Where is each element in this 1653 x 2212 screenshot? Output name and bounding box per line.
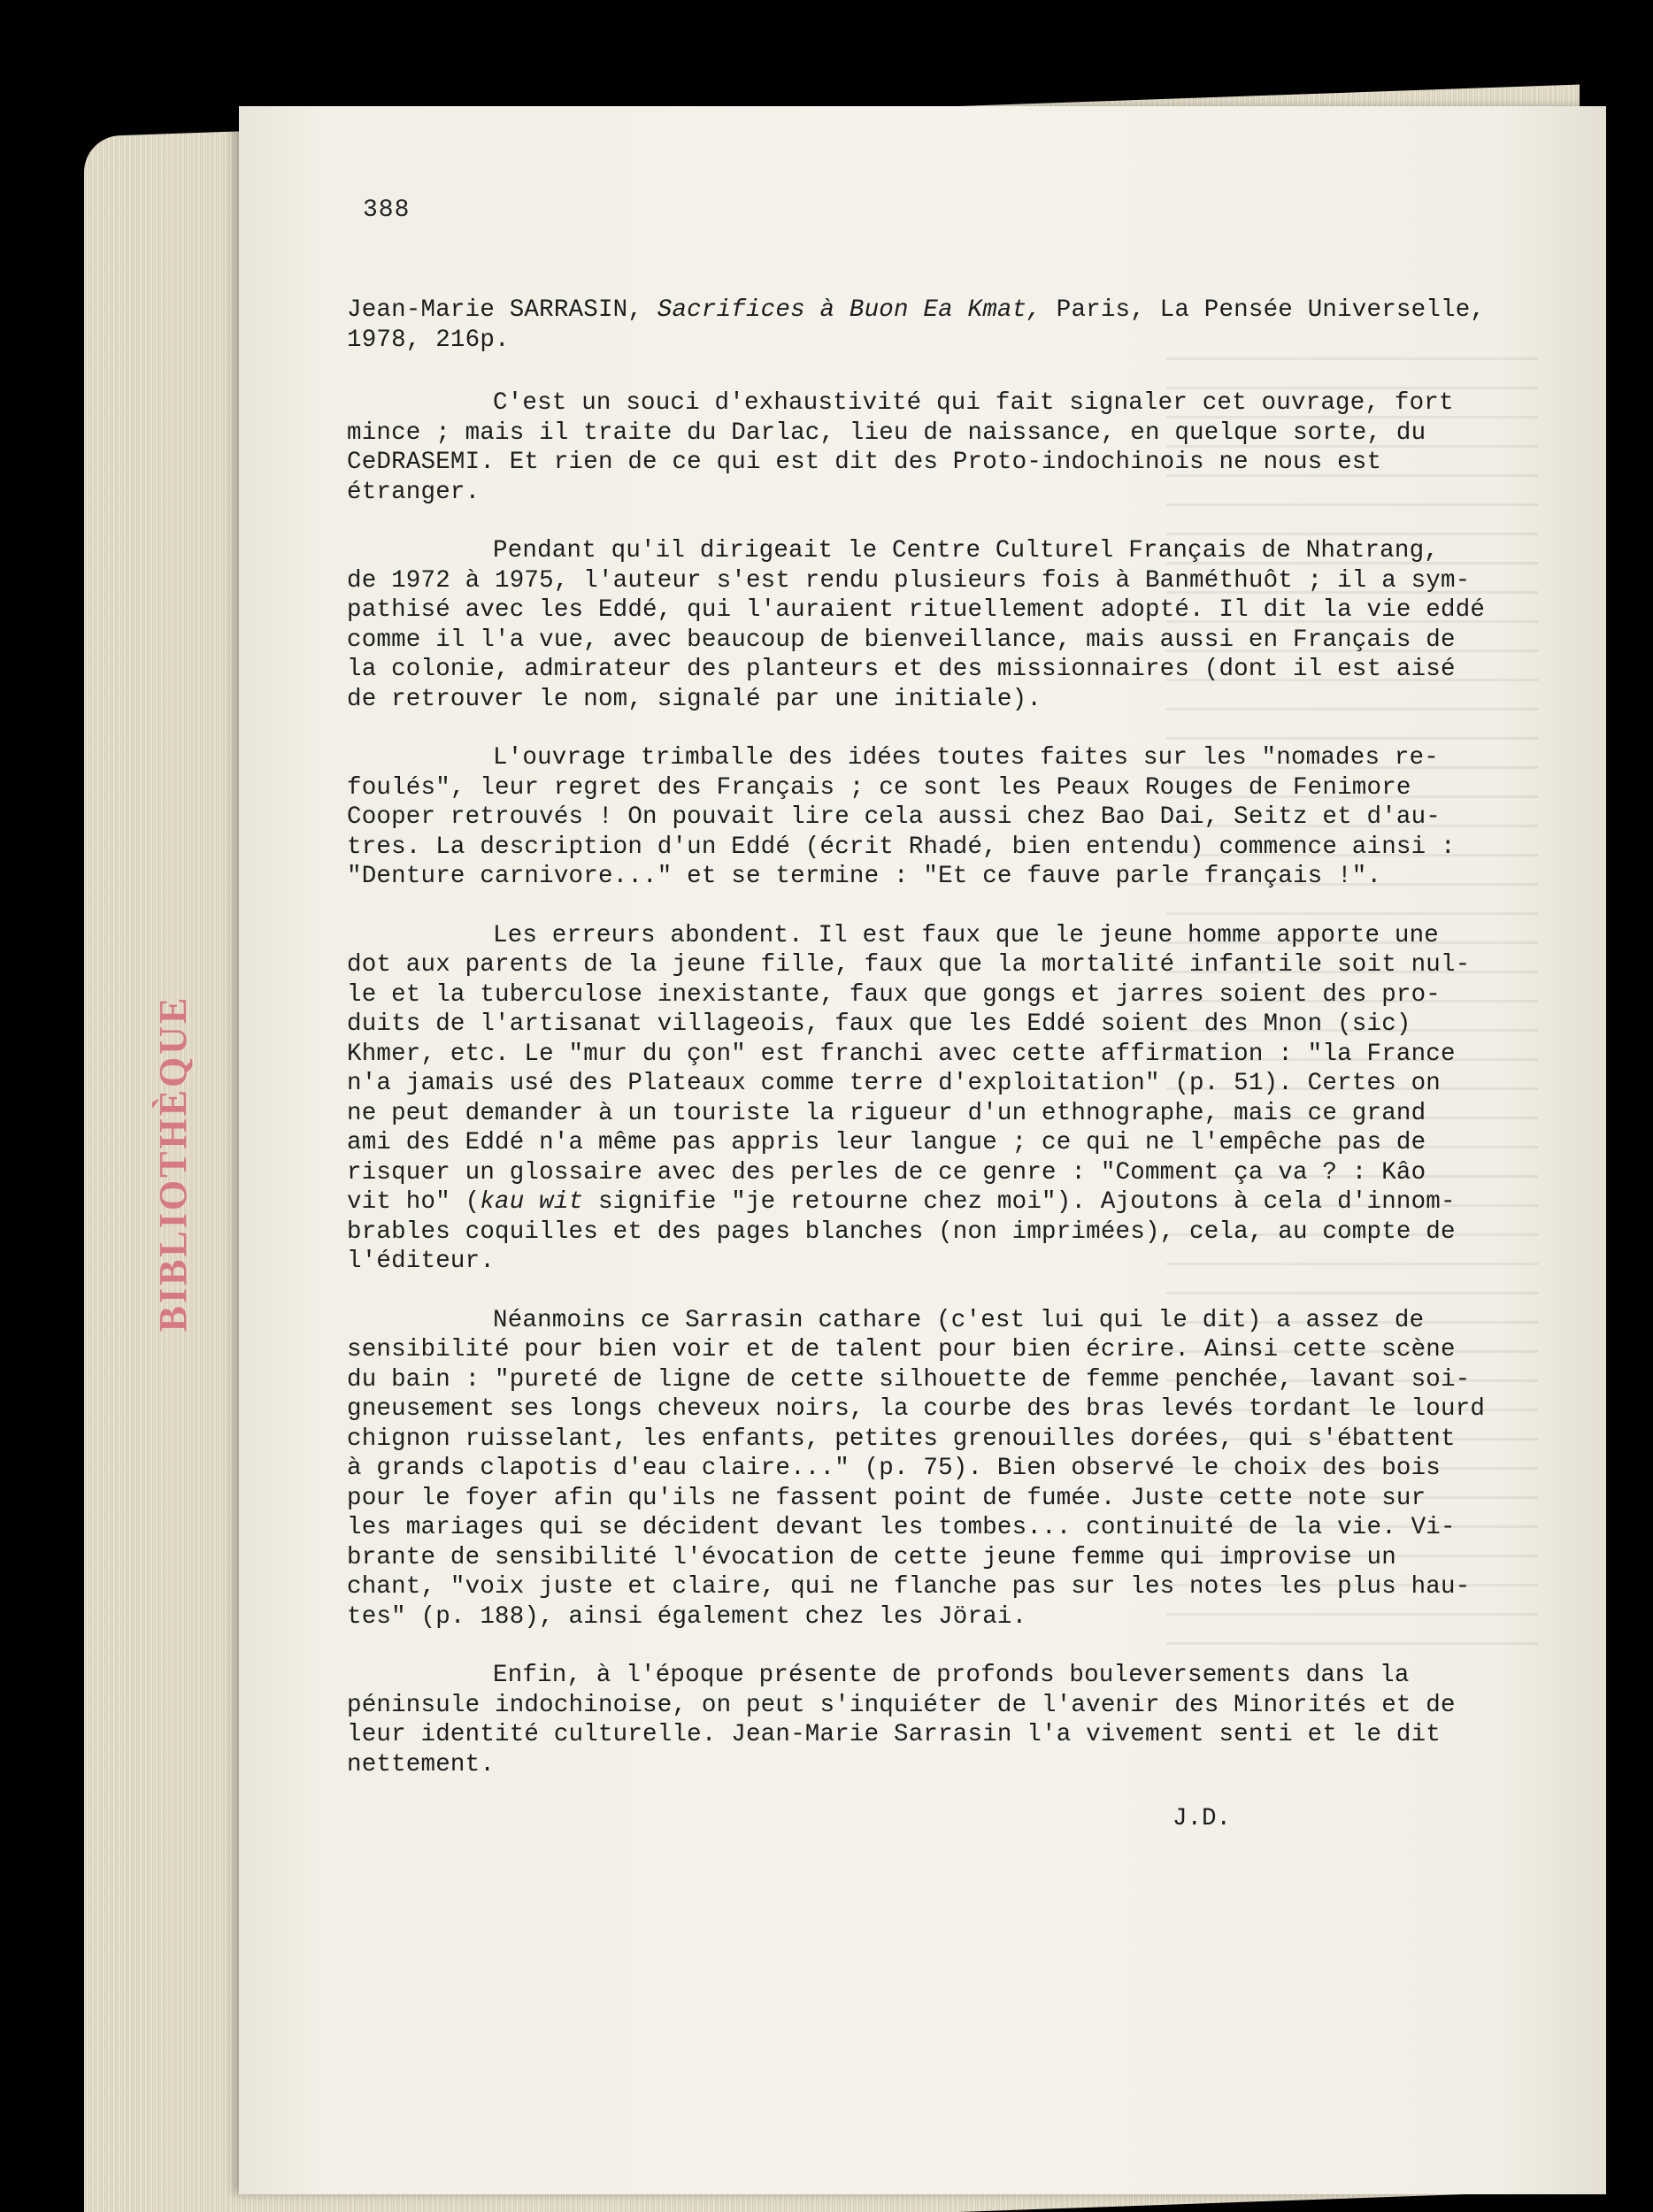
text-line: le et la tuberculose inexistante, faux que gongs et jarres soient des pro- [347,980,1441,1009]
text-line: dot aux parents de la jeune fille, faux que la mortalité infantile soit nul- [347,951,1471,979]
reference-title: Sacrifices à Buon Ea Kmat, [657,296,1042,324]
text-line: tres. La description d'un Eddé (écrit Rhadé, bien entendu) commence ainsi : [347,833,1456,861]
text-line: Néanmoins ce Sarrasin cathare (c'est lui qui le dit) a assez de [493,1306,1425,1334]
text-line: leur identité culturelle. Jean-Marie Sarrasin l'a vivement senti et le dit [347,1721,1441,1748]
stamp-text: BIBLIOTHÈQUE [151,995,195,1333]
text-line: foulés", leur regret des Français ; ce sont les Peaux Rouges de Fenimore [347,773,1411,802]
text-line: les mariages qui se décident devant les tombes... continuité de la vie. Vi- [347,1514,1456,1541]
text-line: brables coquilles et des pages blanches (non imprimées), cela, au compte de [347,1217,1456,1246]
text-line: Cooper retrouvés ! On pouvait lire cela aussi chez Bao Dai, Seitz et d'au- [347,803,1441,831]
text-line: CeDRASEMI. Et rien de ce qui est dit des Proto-indochinois ne nous est [347,449,1382,476]
review-paragraph [347,536,1486,714]
text-line: la colonie, admirateur des planteurs et des missionnaires (dont il est aisé [347,656,1456,683]
text-line: pour le foyer afin qu'ils ne fassent point de fumée. Juste cette note sur [347,1484,1426,1512]
text-line: nettement. [347,1750,496,1778]
text-line: de retrouver le nom, signalé par une initiale). [347,685,1042,713]
text-line: Enfin, à l'époque présente de profonds bouleversements dans la [493,1662,1410,1689]
text-line: risquer un glossaire avec des perles de ce genre : "Comment ça va ? : Kâo [347,1158,1426,1187]
review-paragraph [347,388,1471,507]
text-line: de 1972 à 1975, l'auteur s'est rendu plusieurs fois à Banméthuôt ; il a sym- [347,566,1471,595]
text-line: n'a jamais usé des Plateaux comme terre d'exploitation" (p. 51). Certes on [347,1070,1441,1097]
text-line: gneusement ses longs cheveux noirs, la courbe des bras levés tordant le lourd [347,1395,1486,1423]
text-line: Pendant qu'il dirigeait le Centre Culturel Français de Nhatrang, [493,537,1439,565]
text-line: tes" (p. 188), ainsi également chez les Jörai. [347,1602,1027,1631]
text-line: l'éditeur. [347,1248,496,1275]
review-text [347,296,1486,1779]
text-line: sensibilité pour bien voir et de talent pour bien écrire. Ainsi cette scène [347,1336,1456,1363]
text-line: péninsule indochinoise, on peut s'inquiéter de l'avenir des Minorités et de [347,1691,1456,1719]
text-line: comme il l'a vue, avec beaucoup de bienveillance, mais aussi en Français de [347,626,1456,654]
text-line: vit ho" (kau wit signifie "je retourne chez moi"). Ajoutons à cela d'innom- [347,1188,1456,1216]
author-signature: J.D. [1172,1805,1232,1832]
text-line: chant, "voix juste et claire, qui ne flanche pas sur les notes les plus hau- [347,1573,1471,1601]
reference-author: Jean-Marie SARRASIN, [347,296,657,324]
review-paragraph [347,1661,1471,1779]
text-line: chignon ruisselant, les enfants, petites grenouilles dorées, qui s'ébattent [347,1425,1456,1453]
text-line: Khmer, etc. Le "mur du çon" est franchi avec cette affirmation : "la France [347,1040,1456,1068]
bibliographic-reference [347,296,1486,326]
text-line: ne peut demander à un touriste la rigueur d'un ethnographe, mais ce grand [347,1099,1426,1127]
text-line: ami des Eddé n'a même pas appris leur langue ; ce qui ne l'empêche pas de [347,1129,1426,1156]
text-line: Les erreurs abondent. Il est faux que le jeune homme apporte une [493,921,1439,949]
text-line: pathisé avec les Eddé, qui l'auraient rituellement adopté. Il dit la vie eddé [347,596,1486,624]
text-line: C'est un souci d'exhaustivité qui fait signaler cet ouvrage, fort [493,389,1454,417]
reference-publisher: Paris, La Pensée Universelle, [1042,296,1486,324]
review-paragraphs [347,388,1486,1779]
text-line: étranger. [347,478,481,506]
reference-details: 1978, 216p. [347,326,510,354]
text-line: à grands clapotis d'eau claire..." (p. 75). Bien observé le choix des bois [347,1455,1441,1482]
review-paragraph [347,1306,1486,1632]
text-line: brante de sensibilité l'évocation de cette jeune femme qui improvise un [347,1543,1396,1571]
text-line: "Denture carnivore..." et se termine : "Et ce fauve parle français !". [347,863,1382,890]
text-line: duits de l'artisanat villageois, faux que les Eddé soient des Mnon (sic) [347,1010,1411,1038]
text-line: L'ouvrage trimballe des idées toutes faites sur les "nomades re- [493,744,1439,772]
page-number: 388 [363,196,411,224]
text-line: mince ; mais il traite du Darlac, lieu de naissance, en quelque sorte, du [347,419,1426,447]
review-paragraph [347,743,1471,892]
review-paragraph [347,921,1471,1277]
text-line: du bain : "pureté de ligne de cette silhouette de femme penchée, lavant soi- [347,1365,1471,1394]
